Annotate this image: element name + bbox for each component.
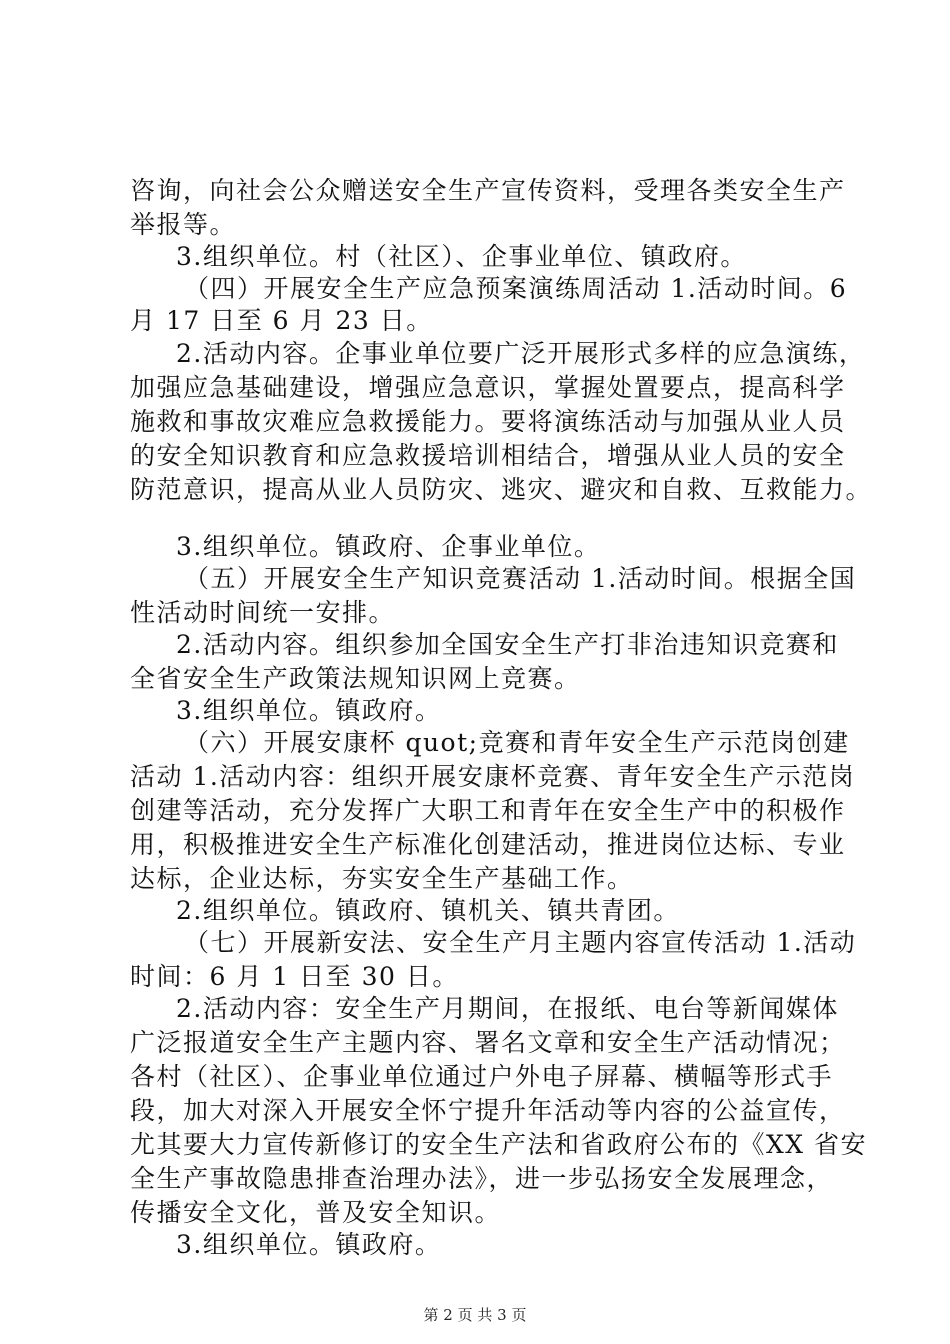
text-line: 的安全知识教育和应急救援培训相结合，增强从业人员的安全 <box>130 441 846 470</box>
text-line: 用，积极推进安全生产标准化创建活动，推进岗位达标、专业 <box>130 830 846 859</box>
text-line: 全生产事故隐患排查治理办法》，进一步弘扬安全发展理念， <box>130 1164 834 1193</box>
text-line: 3.组织单位。镇政府。 <box>176 1230 442 1259</box>
text-line: 各村（社区）、企事业单位通过户外电子屏幕、横幅等形式手 <box>130 1062 834 1091</box>
text-line: （六）开展安康杯 quot;竞赛和青年安全生产示范岗创建 <box>184 728 850 757</box>
text-line: 2.活动内容。企事业单位要广泛开展形式多样的应急演练， <box>176 339 866 368</box>
text-line: 传播安全文化，普及安全知识。 <box>130 1198 502 1227</box>
text-line: 3.组织单位。镇政府。 <box>176 696 442 725</box>
text-line: 2.活动内容：安全生产月期间，在报纸、电台等新闻媒体 <box>176 994 839 1023</box>
text-line: 3.组织单位。村（社区）、企事业单位、镇政府。 <box>176 242 747 271</box>
text-line: 3.组织单位。镇政府、企事业单位。 <box>176 532 601 561</box>
text-line: 活动 1.活动内容：组织开展安康杯竞赛、青年安全生产示范岗 <box>130 762 856 791</box>
text-line: （四）开展安全生产应急预案演练周活动 1.活动时间。6 <box>184 274 848 303</box>
text-line: 加强应急基础建设，增强应急意识，掌握处置要点，提高科学 <box>130 373 846 402</box>
text-line: （五）开展安全生产知识竞赛活动 1.活动时间。根据全国 <box>184 564 857 593</box>
text-line: 达标，企业达标，夯实安全生产基础工作。 <box>130 864 634 893</box>
text-line: 2.组织单位。镇政府、镇机关、镇共青团。 <box>176 896 680 925</box>
text-line: 咨询，向社会公众赠送安全生产宣传资料，受理各类安全生产 <box>130 176 846 205</box>
text-line: 施救和事故灾难应急救援能力。要将演练活动与加强从业人员 <box>130 407 846 436</box>
text-line: 创建等活动，充分发挥广大职工和青年在安全生产中的积极作 <box>130 796 846 825</box>
text-line: 性活动时间统一安排。 <box>130 598 396 627</box>
text-line: （七）开展新安法、安全生产月主题内容宣传活动 1.活动 <box>184 928 857 957</box>
text-line: 月 17 日至 6 月 23 日。 <box>130 306 433 335</box>
text-line: 段，加大对深入开展安全怀宁提升年活动等内容的公益宣传， <box>130 1096 846 1125</box>
text-line: 防范意识，提高从业人员防灾、逃灾、避灾和自救、互救能力。 <box>130 475 873 504</box>
text-line: 2.活动内容。组织参加全国安全生产打非治违知识竞赛和 <box>176 630 839 659</box>
text-line: 全省安全生产政策法规知识网上竞赛。 <box>130 664 581 693</box>
text-line: 时间：6 月 1 日至 30 日。 <box>130 962 459 991</box>
text-line: 广泛报道安全生产主题内容、署名文章和安全生产活动情况； <box>130 1028 846 1057</box>
text-line: 举报等。 <box>130 210 237 239</box>
page-number-footer: 第 2 页 共 3 页 <box>423 1306 527 1324</box>
text-line: 尤其要大力宣传新修订的安全生产法和省政府公布的《XX 省安 <box>130 1130 868 1159</box>
